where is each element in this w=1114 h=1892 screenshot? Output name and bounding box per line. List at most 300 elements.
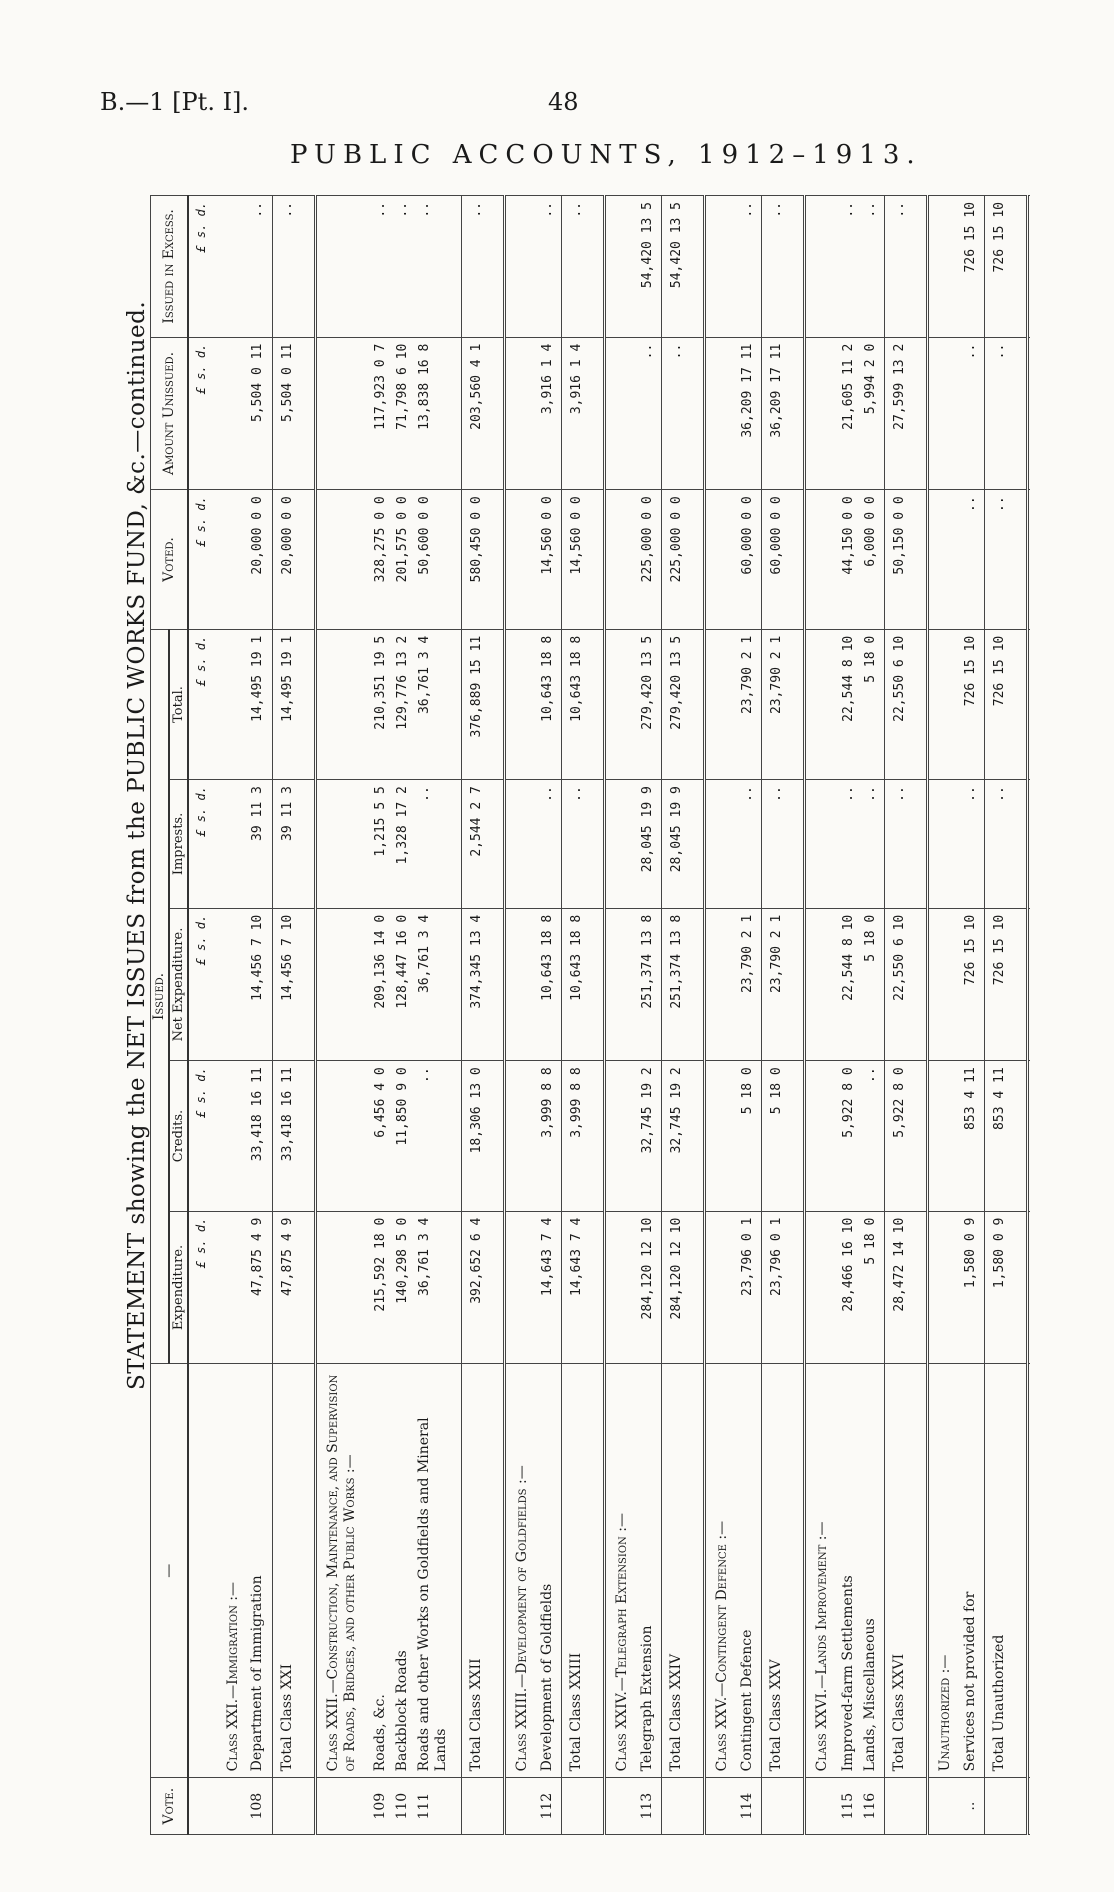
empty-cell <box>927 780 962 909</box>
empty-cell <box>805 1061 840 1211</box>
total-label: Total Class XXIII <box>561 1364 604 1778</box>
cell-total: 279,420 13 5 <box>662 629 705 779</box>
empty-cell <box>1028 1061 1030 1211</box>
vote-number <box>315 1778 372 1835</box>
col-description: — <box>151 1364 189 1778</box>
empty-cell <box>315 908 372 1061</box>
cell-issued-in-excess: .. <box>272 196 315 338</box>
empty-cell <box>805 629 840 779</box>
cell-imprests: 1,328 17 2 <box>394 780 416 909</box>
col-amount-unissued: Amount Unissued. <box>151 337 189 490</box>
col-expenditure: Expenditure. <box>169 1211 188 1364</box>
total-label: Total Class XXI <box>272 1364 315 1778</box>
cell-amount-unissued: 36,209 17 11 <box>762 337 805 490</box>
cell-issued-in-excess: .. <box>416 196 461 338</box>
empty-cell <box>504 629 539 779</box>
cell-amount-unissued: 3,916 1 4 <box>539 337 562 490</box>
cell-expenditure: 284,120 12 10 <box>639 1211 662 1364</box>
item-description: Roads and other Works on Goldfields and Mineral Lands <box>416 1364 461 1778</box>
total-label: Total Class XXVI <box>884 1364 927 1778</box>
empty-cell <box>504 780 539 909</box>
cell-expenditure: 28,466 16 10 <box>840 1211 862 1364</box>
class-heading-row <box>315 196 372 1835</box>
empty-cell <box>705 1061 740 1211</box>
cell-credits: 6,456 4 0 <box>372 1061 394 1211</box>
empty-cell <box>604 1061 639 1211</box>
table-row <box>962 196 985 1835</box>
empty-cell <box>504 337 539 490</box>
cell-issued-in-excess: 54,420 13 5 <box>639 196 662 338</box>
empty-cell <box>705 490 740 629</box>
class-heading-row <box>217 196 250 1835</box>
cell-net-expenditure: 23,790 2 1 <box>762 908 805 1061</box>
filler-row <box>1028 196 1030 1835</box>
cell-credits: 5 18 0 <box>762 1061 805 1211</box>
vote-number: 108 <box>249 1778 272 1835</box>
empty-cell <box>705 337 740 490</box>
cell-voted: 201,575 0 0 <box>394 490 416 629</box>
empty-cell <box>927 490 962 629</box>
col-issued-in-excess: Issued in Excess. <box>151 196 189 338</box>
unit-label: £ s. d. <box>188 1211 217 1364</box>
cell-expenditure: 47,875 4 9 <box>272 1211 315 1364</box>
page-number: 48 <box>548 88 579 116</box>
cell-credits: 33,418 16 11 <box>249 1061 272 1211</box>
class-heading: Class XXII.—Construction, Maintenance, and Supervision of Roads, Bridges, and other Public Works :— <box>315 1364 372 1778</box>
cell-expenditure: 28,472 14 10 <box>884 1211 927 1364</box>
empty-cell <box>315 337 372 490</box>
cell-total: 129,776 13 2 <box>394 629 416 779</box>
empty-cell <box>805 490 840 629</box>
empty-cell <box>504 908 539 1061</box>
empty-cell <box>217 196 250 338</box>
cell-issued-in-excess: 54,420 13 5 <box>662 196 705 338</box>
table-row <box>862 196 885 1835</box>
class-heading-row <box>927 196 962 1835</box>
empty-cell <box>1028 490 1030 629</box>
empty-cell <box>604 629 639 779</box>
cell-amount-unissued: 36,209 17 11 <box>739 337 762 490</box>
cell-total: 22,550 6 10 <box>884 629 927 779</box>
cell-net-expenditure: 374,345 13 4 <box>461 908 504 1061</box>
cell-net-expenditure: 10,643 18 8 <box>539 908 562 1061</box>
vote-number <box>662 1778 705 1835</box>
cell-imprests: 1,215 5 5 <box>372 780 394 909</box>
vote-number <box>762 1778 805 1835</box>
cell-issued-in-excess: .. <box>461 196 504 338</box>
page-title: PUBLIC ACCOUNTS, 1912–1913. <box>290 140 922 170</box>
empty-cell <box>805 196 840 338</box>
empty-cell <box>705 908 740 1061</box>
cell-credits: .. <box>416 1061 461 1211</box>
unit-label: £ s. d. <box>188 196 217 338</box>
unit-label: £ s. d. <box>188 490 217 629</box>
empty-cell <box>1028 1211 1030 1364</box>
cell-imprests: 28,045 19 9 <box>662 780 705 909</box>
cell-net-expenditure: 209,136 14 0 <box>372 908 394 1061</box>
cell-expenditure: 140,298 5 0 <box>394 1211 416 1364</box>
unit-label: £ s. d. <box>188 629 217 779</box>
cell-expenditure: 215,592 18 0 <box>372 1211 394 1364</box>
total-row <box>561 196 604 1835</box>
cell-voted: 20,000 0 0 <box>249 490 272 629</box>
cell-imprests: 2,544 2 7 <box>461 780 504 909</box>
empty-cell <box>805 780 840 909</box>
vote-number <box>805 1778 840 1835</box>
cell-expenditure: 14,643 7 4 <box>561 1211 604 1364</box>
total-label: Total Class XXV <box>762 1364 805 1778</box>
vote-number: 109 <box>372 1778 394 1835</box>
cell-total: 23,790 2 1 <box>739 629 762 779</box>
total-label: Total Unauthorized <box>985 1364 1028 1778</box>
cell-imprests: .. <box>862 780 885 909</box>
vote-number: 116 <box>862 1778 885 1835</box>
cell-imprests: .. <box>539 780 562 909</box>
cell-total: 210,351 19 5 <box>372 629 394 779</box>
cell-imprests: .. <box>561 780 604 909</box>
class-heading: Class XXV.—Contingent Defence :— <box>705 1364 740 1778</box>
item-description: Roads, &c. <box>372 1364 394 1778</box>
cell-issued-in-excess: .. <box>394 196 416 338</box>
cell-voted: 225,000 0 0 <box>662 490 705 629</box>
total-row <box>662 196 705 1835</box>
cell-amount-unissued: .. <box>962 337 985 490</box>
empty-cell <box>504 1211 539 1364</box>
cell-voted: .. <box>962 490 985 629</box>
cell-credits: 3,999 8 8 <box>539 1061 562 1211</box>
empty-cell <box>705 1211 740 1364</box>
class-heading: Unauthorized :— <box>927 1364 962 1778</box>
empty-cell <box>705 629 740 779</box>
cell-expenditure: 23,796 0 1 <box>762 1211 805 1364</box>
cell-credits: 853 4 11 <box>985 1061 1028 1211</box>
cell-total: 279,420 13 5 <box>639 629 662 779</box>
empty-cell <box>604 196 639 338</box>
cell-net-expenditure: 22,544 8 10 <box>840 908 862 1061</box>
cell-imprests: .. <box>985 780 1028 909</box>
empty-cell <box>927 908 962 1061</box>
cell-issued-in-excess: .. <box>372 196 394 338</box>
empty-cell <box>805 1211 840 1364</box>
cell-expenditure: 392,652 6 4 <box>461 1211 504 1364</box>
cell-net-expenditure: 251,374 13 8 <box>662 908 705 1061</box>
item-description: Department of Immigration <box>249 1364 272 1778</box>
cell-imprests: .. <box>762 780 805 909</box>
empty-cell <box>927 337 962 490</box>
cell-imprests: 39 11 3 <box>272 780 315 909</box>
cell-credits: 33,418 16 11 <box>272 1061 315 1211</box>
empty-cell <box>604 1211 639 1364</box>
empty-cell <box>504 490 539 629</box>
cell-issued-in-excess: .. <box>862 196 885 338</box>
cell-total: 23,790 2 1 <box>762 629 805 779</box>
item-description: Backblock Roads <box>394 1364 416 1778</box>
table-row <box>372 196 394 1835</box>
table-row <box>840 196 862 1835</box>
cell-amount-unissued: 117,923 0 7 <box>372 337 394 490</box>
cell-expenditure: 14,643 7 4 <box>539 1211 562 1364</box>
cell-amount-unissued: 5,504 0 11 <box>249 337 272 490</box>
cell-issued-in-excess: .. <box>561 196 604 338</box>
vote-number: 112 <box>539 1778 562 1835</box>
item-description: Services not provided for <box>962 1364 985 1778</box>
cell-total: 14,495 19 1 <box>272 629 315 779</box>
table-row <box>394 196 416 1835</box>
cell-expenditure: 5 18 0 <box>862 1211 885 1364</box>
cell-issued-in-excess: 726 15 10 <box>985 196 1028 338</box>
cell-issued-in-excess: .. <box>739 196 762 338</box>
cell-voted: 20,000 0 0 <box>272 490 315 629</box>
empty-cell <box>315 780 372 909</box>
table-row <box>739 196 762 1835</box>
vote-number: 114 <box>739 1778 762 1835</box>
class-heading-row <box>504 196 539 1835</box>
vote-number: 110 <box>394 1778 416 1835</box>
cell-voted: 6,000 0 0 <box>862 490 885 629</box>
empty-cell <box>604 490 639 629</box>
empty-cell <box>1028 337 1030 490</box>
cell-voted: 60,000 0 0 <box>762 490 805 629</box>
cell-amount-unissued: 71,798 6 10 <box>394 337 416 490</box>
empty-cell <box>315 490 372 629</box>
vote-number <box>561 1778 604 1835</box>
cell-credits: 853 4 11 <box>962 1061 985 1211</box>
cell-imprests: .. <box>840 780 862 909</box>
unit-label: £ s. d. <box>188 1061 217 1211</box>
cell-net-expenditure: 10,643 18 8 <box>561 908 604 1061</box>
cell-net-expenditure: 22,550 6 10 <box>884 908 927 1061</box>
cell-amount-unissued: 13,838 16 8 <box>416 337 461 490</box>
cell-issued-in-excess: .. <box>762 196 805 338</box>
cell-credits: 3,999 8 8 <box>561 1061 604 1211</box>
cell-expenditure: 1,580 0 9 <box>985 1211 1028 1364</box>
cell-credits: 5 18 0 <box>739 1061 762 1211</box>
vote-number: .. <box>962 1778 985 1835</box>
cell-amount-unissued: 27,599 13 2 <box>884 337 927 490</box>
statement-title: STATEMENT showing the NET ISSUES from the PUBLIC WORKS FUND, &c.—continued. <box>124 300 150 1390</box>
col-group-issued: Issued. <box>151 629 170 1363</box>
empty-cell <box>315 196 372 338</box>
empty-cell <box>927 629 962 779</box>
vote-number <box>504 1778 539 1835</box>
cell-voted: 328,275 0 0 <box>372 490 394 629</box>
empty-cell <box>604 908 639 1061</box>
class-heading-row <box>805 196 840 1835</box>
unit-label: £ s. d. <box>188 337 217 490</box>
class-heading: Class XXIV.—Telegraph Extension :— <box>604 1364 639 1778</box>
vote-number: 113 <box>639 1778 662 1835</box>
cell-voted: 14,560 0 0 <box>539 490 562 629</box>
total-label: Total Class XXII <box>461 1364 504 1778</box>
empty-cell <box>217 1061 250 1211</box>
cell-total: 376,889 15 11 <box>461 629 504 779</box>
vote-number <box>705 1778 740 1835</box>
item-description: Contingent Defence <box>739 1364 762 1778</box>
cell-voted: 44,150 0 0 <box>840 490 862 629</box>
item-description: Development of Goldfields <box>539 1364 562 1778</box>
cell-net-expenditure: 14,456 7 10 <box>249 908 272 1061</box>
cell-issued-in-excess: .. <box>884 196 927 338</box>
vote-number <box>461 1778 504 1835</box>
empty-cell <box>1028 1778 1030 1835</box>
empty-cell <box>315 629 372 779</box>
cell-issued-in-excess: .. <box>249 196 272 338</box>
cell-net-expenditure: 726 15 10 <box>962 908 985 1061</box>
cell-net-expenditure: 251,374 13 8 <box>639 908 662 1061</box>
cell-amount-unissued: .. <box>662 337 705 490</box>
table-row <box>639 196 662 1835</box>
statement-body <box>188 196 1030 1835</box>
cell-net-expenditure: 14,456 7 10 <box>272 908 315 1061</box>
vote-number <box>272 1778 315 1835</box>
empty-cell <box>604 337 639 490</box>
cell-voted: .. <box>985 490 1028 629</box>
empty-cell <box>1028 629 1030 779</box>
cell-issued-in-excess: .. <box>539 196 562 338</box>
cell-voted: 60,000 0 0 <box>739 490 762 629</box>
cell-expenditure: 36,761 3 4 <box>416 1211 461 1364</box>
cell-total: 10,643 18 8 <box>561 629 604 779</box>
empty-cell <box>1028 1364 1030 1778</box>
cell-credits: .. <box>862 1061 885 1211</box>
cell-voted: 50,600 0 0 <box>416 490 461 629</box>
unit-label: £ s. d. <box>188 908 217 1061</box>
page-reference: B.—1 [Pt. I]. <box>100 88 250 116</box>
cell-net-expenditure: 23,790 2 1 <box>739 908 762 1061</box>
vote-number: 111 <box>416 1778 461 1835</box>
empty-cell <box>1028 196 1030 338</box>
cell-net-expenditure: 5 18 0 <box>862 908 885 1061</box>
cell-amount-unissued: 5,994 2 0 <box>862 337 885 490</box>
empty-cell <box>504 196 539 338</box>
cell-voted: 50,150 0 0 <box>884 490 927 629</box>
cell-expenditure: 1,580 0 9 <box>962 1211 985 1364</box>
col-net-expenditure: Net Expenditure. <box>169 908 188 1061</box>
cell-credits: 32,745 19 2 <box>662 1061 705 1211</box>
cell-voted: 580,450 0 0 <box>461 490 504 629</box>
empty-cell <box>705 196 740 338</box>
class-heading-row <box>705 196 740 1835</box>
empty-cell <box>604 780 639 909</box>
col-voted: Voted. <box>151 490 189 629</box>
cell-total: 5 18 0 <box>862 629 885 779</box>
cell-imprests: .. <box>416 780 461 909</box>
cell-imprests: 39 11 3 <box>249 780 272 909</box>
statement-table-rotated <box>150 195 1030 1835</box>
empty-cell <box>217 1211 250 1364</box>
col-total: Total. <box>169 629 188 779</box>
cell-imprests: 28,045 19 9 <box>639 780 662 909</box>
empty-cell <box>504 1061 539 1211</box>
vote-number <box>217 1778 250 1835</box>
statement-table <box>150 195 1030 1835</box>
empty-cell <box>217 337 250 490</box>
empty-cell <box>1028 908 1030 1061</box>
table-row <box>249 196 272 1835</box>
cell-total: 14,495 19 1 <box>249 629 272 779</box>
empty-cell <box>217 629 250 779</box>
cell-amount-unissued: 3,916 1 4 <box>561 337 604 490</box>
class-heading-row <box>604 196 639 1835</box>
cell-net-expenditure: 36,761 3 4 <box>416 908 461 1061</box>
total-row <box>272 196 315 1835</box>
item-description: Improved-farm Settlements <box>840 1364 862 1778</box>
empty-cell <box>217 908 250 1061</box>
cell-total: 22,544 8 10 <box>840 629 862 779</box>
col-imprests: Imprests. <box>169 780 188 909</box>
cell-amount-unissued: 203,560 4 1 <box>461 337 504 490</box>
empty-cell <box>705 780 740 909</box>
item-description: Telegraph Extension <box>639 1364 662 1778</box>
total-row <box>884 196 927 1835</box>
vote-number: 115 <box>840 1778 862 1835</box>
empty-cell <box>315 1211 372 1364</box>
empty-cell <box>927 196 962 338</box>
cell-credits: 32,745 19 2 <box>639 1061 662 1211</box>
cell-amount-unissued: 5,504 0 11 <box>272 337 315 490</box>
empty-cell <box>927 1211 962 1364</box>
cell-voted: 225,000 0 0 <box>639 490 662 629</box>
cell-expenditure: 284,120 12 10 <box>662 1211 705 1364</box>
class-heading: Class XXI.—Immigration :— <box>217 1364 250 1778</box>
cell-total: 726 15 10 <box>962 629 985 779</box>
cell-total: 36,761 3 4 <box>416 629 461 779</box>
empty-cell <box>927 1061 962 1211</box>
cell-amount-unissued: 21,605 11 2 <box>840 337 862 490</box>
cell-total: 726 15 10 <box>985 629 1028 779</box>
vote-number <box>985 1778 1028 1835</box>
table-row <box>416 196 461 1835</box>
total-row <box>461 196 504 1835</box>
empty-cell <box>217 780 250 909</box>
cell-net-expenditure: 128,447 16 0 <box>394 908 416 1061</box>
col-vote: Vote. <box>151 1778 189 1835</box>
unit-label: £ s. d. <box>188 780 217 909</box>
cell-total: 10,643 18 8 <box>539 629 562 779</box>
cell-imprests: .. <box>884 780 927 909</box>
item-description: Lands, Miscellaneous <box>862 1364 885 1778</box>
empty-cell <box>1028 780 1030 909</box>
cell-expenditure: 47,875 4 9 <box>249 1211 272 1364</box>
cell-amount-unissued: .. <box>639 337 662 490</box>
total-row <box>762 196 805 1835</box>
class-heading: Class XXIII.—Development of Goldfields :— <box>504 1364 539 1778</box>
total-row <box>985 196 1028 1835</box>
table-row <box>539 196 562 1835</box>
cell-credits: 18,306 13 0 <box>461 1061 504 1211</box>
units-row <box>188 196 217 1835</box>
cell-credits: 5,922 8 0 <box>840 1061 862 1211</box>
empty-cell <box>805 908 840 1061</box>
cell-amount-unissued: .. <box>985 337 1028 490</box>
cell-credits: 5,922 8 0 <box>884 1061 927 1211</box>
cell-net-expenditure: 726 15 10 <box>985 908 1028 1061</box>
cell-credits: 11,850 9 0 <box>394 1061 416 1211</box>
cell-voted: 14,560 0 0 <box>561 490 604 629</box>
cell-imprests: .. <box>962 780 985 909</box>
cell-issued-in-excess: .. <box>840 196 862 338</box>
vote-number <box>604 1778 639 1835</box>
cell-expenditure: 23,796 0 1 <box>739 1211 762 1364</box>
cell-issued-in-excess: 726 15 10 <box>962 196 985 338</box>
total-label: Total Class XXIV <box>662 1364 705 1778</box>
empty-cell <box>315 1061 372 1211</box>
vote-number <box>927 1778 962 1835</box>
empty-cell <box>217 490 250 629</box>
vote-number <box>884 1778 927 1835</box>
empty-cell <box>805 337 840 490</box>
cell-imprests: .. <box>739 780 762 909</box>
